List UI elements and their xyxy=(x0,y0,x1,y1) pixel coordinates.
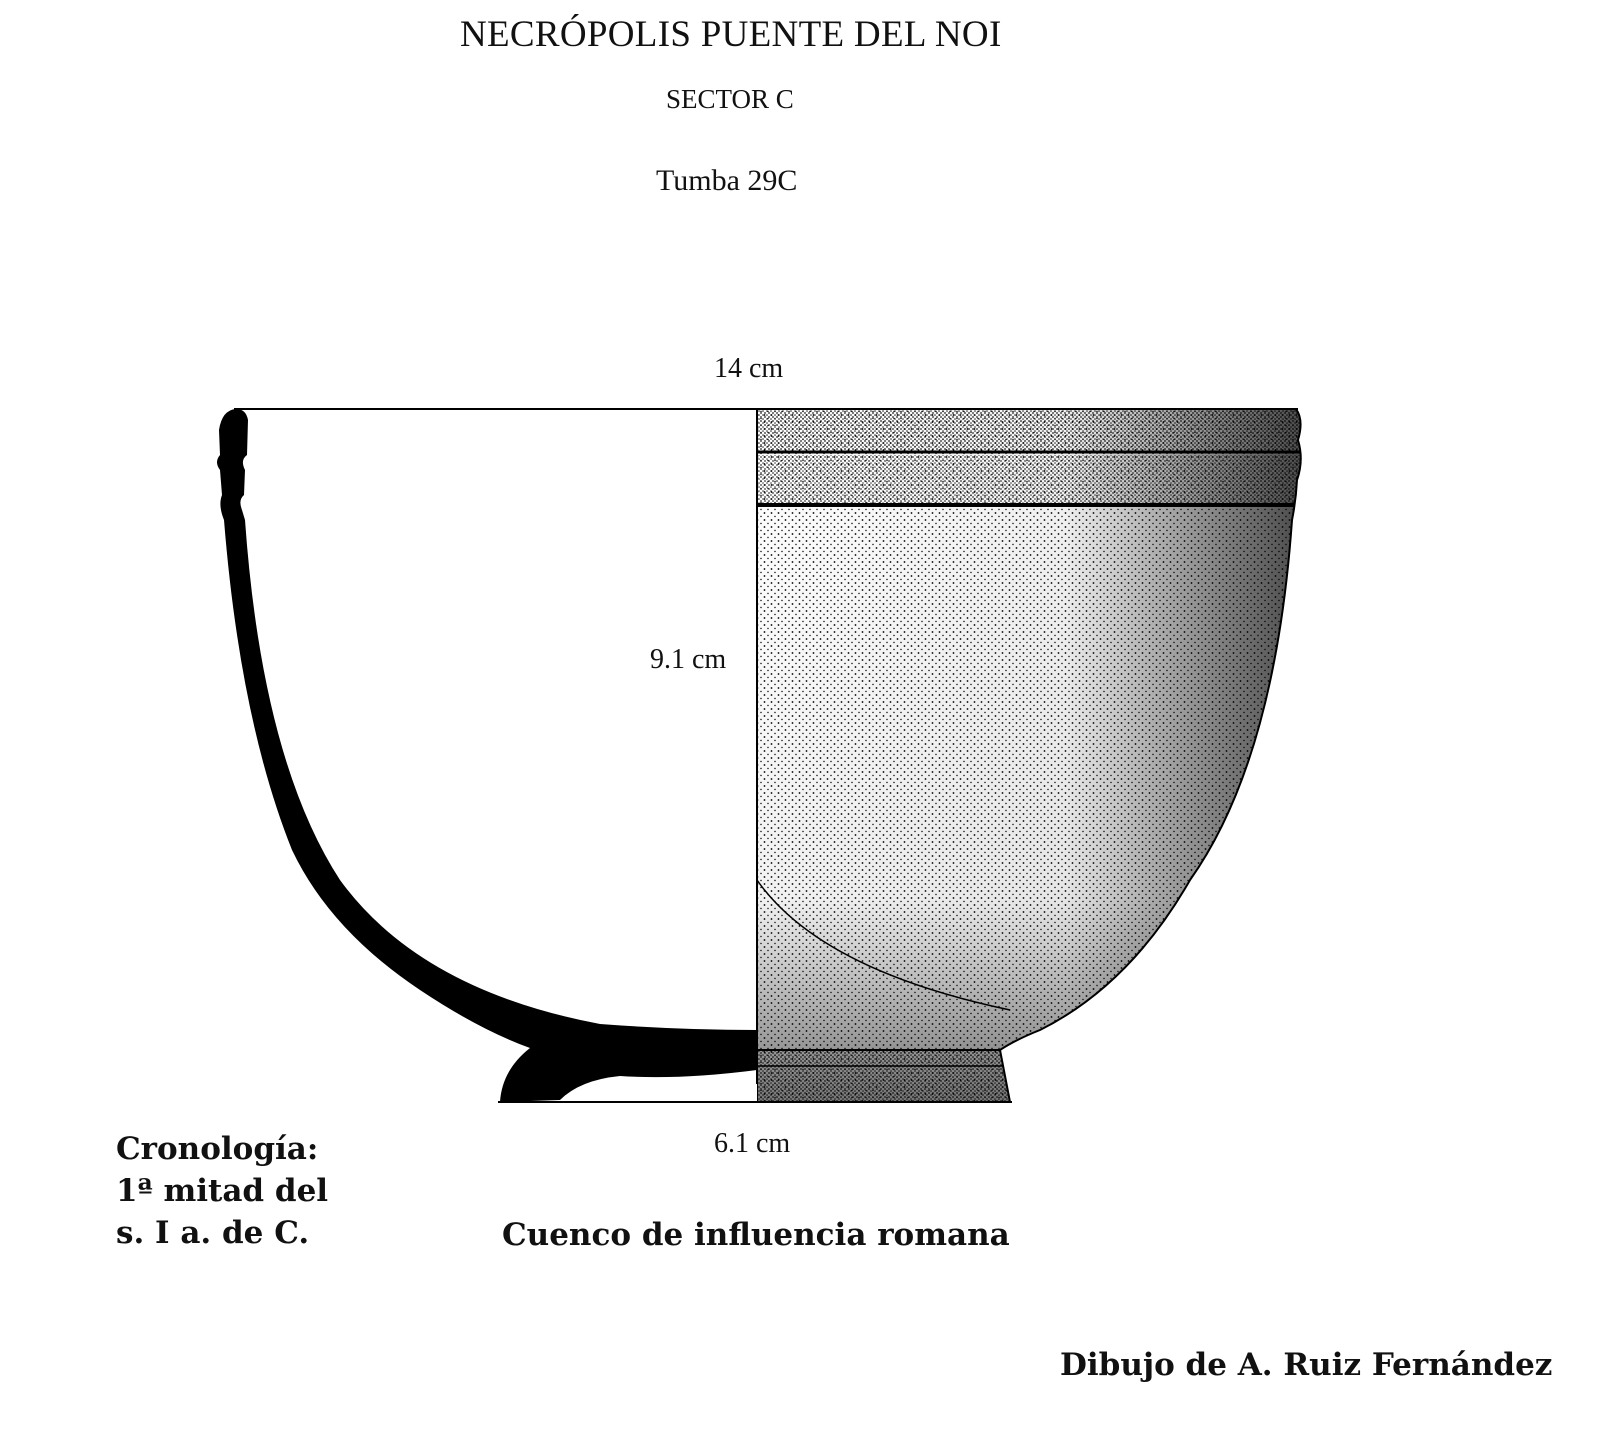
base-diameter-label: 6.1 cm xyxy=(714,1128,791,1159)
rim-diameter-label: 14 cm xyxy=(714,353,784,384)
chronology-block xyxy=(116,1128,328,1254)
chronology-line-2: s. I a. de C. xyxy=(116,1215,310,1251)
chronology-heading: Cronología: xyxy=(116,1131,319,1167)
sector-label: SECTOR C xyxy=(666,84,794,114)
page-title: NECRÓPOLIS PUENTE DEL NOI xyxy=(460,14,1002,55)
tomb-label: Tumba 29C xyxy=(656,164,798,197)
profile-section xyxy=(217,409,757,1102)
vessel-name: Cuenco de influencia romana xyxy=(502,1217,1010,1253)
height-label: 9.1 cm xyxy=(650,644,727,675)
exterior-view xyxy=(757,409,1317,1110)
drawing-credit: Dibujo de A. Ruiz Fernández xyxy=(1060,1347,1553,1383)
chronology-line-1: 1ª mitad del xyxy=(116,1173,329,1209)
